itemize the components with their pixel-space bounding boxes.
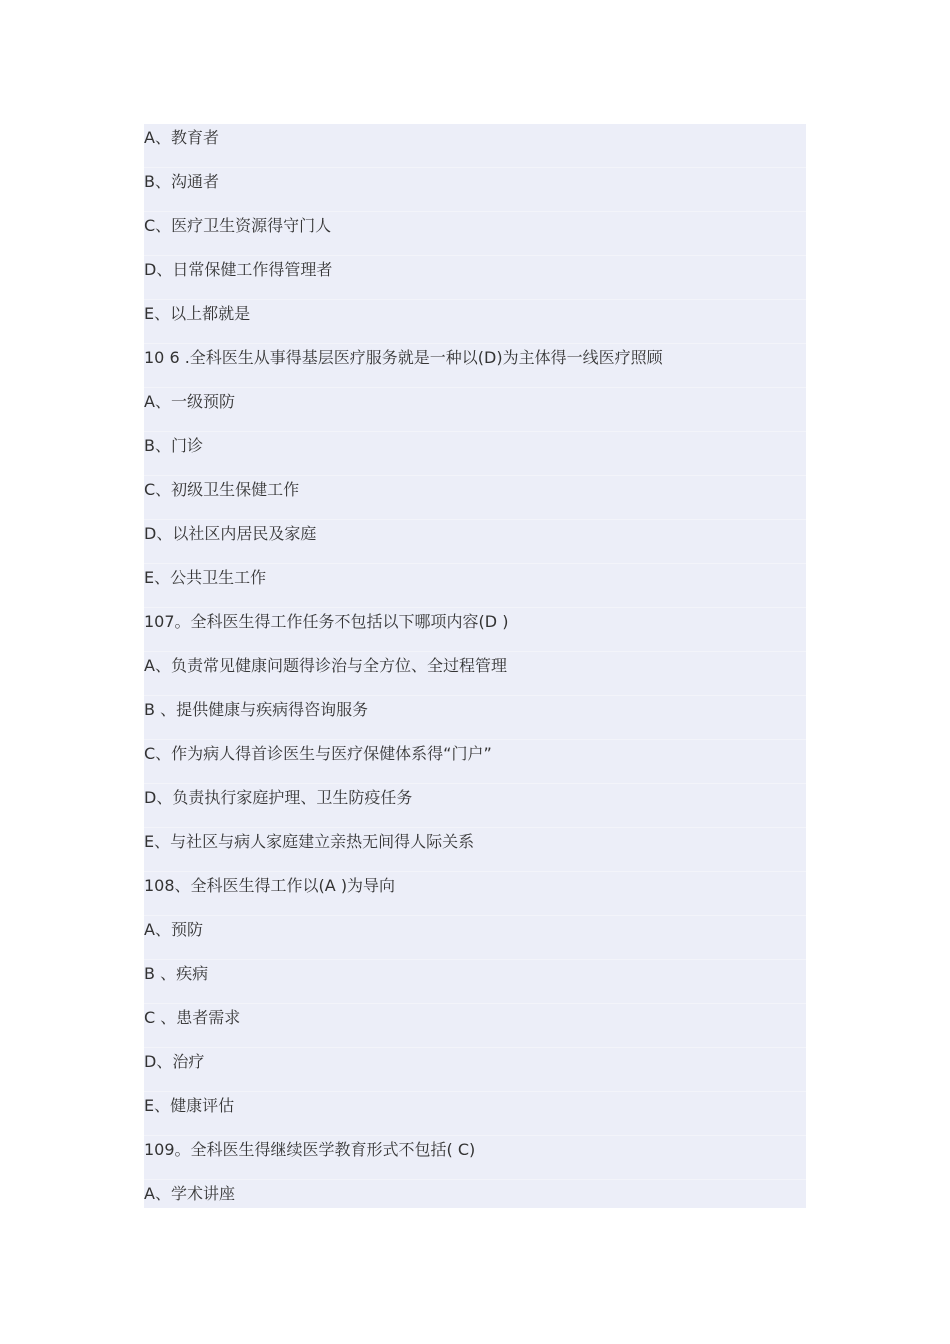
line-text: A、教育者 [144,128,219,147]
line-text: A、一级预防 [144,392,235,411]
line-text: 107。全科医生得工作任务不包括以下哪项内容(D ) [144,612,509,631]
option-line [144,168,806,212]
line-text: C、初级卫生保健工作 [144,480,300,499]
document-page [144,124,806,1208]
line-text: 10 6 .全科医生从事得基层医疗服务就是一种以(D)为主体得一线医疗照顾 [144,348,663,367]
option-line [144,1004,806,1048]
line-text: E、与社区与病人家庭建立亲热无间得人际关系 [144,832,475,851]
option-line [144,1180,806,1208]
option-line [144,124,806,168]
line-text: C、医疗卫生资源得守门人 [144,216,332,235]
line-text: D、日常保健工作得管理者 [144,260,333,279]
option-line [144,212,806,256]
option-line [144,256,806,300]
line-text: D、以社区内居民及家庭 [144,524,317,543]
line-text: C 、患者需求 [144,1008,241,1027]
line-text: E、以上都就是 [144,304,251,323]
option-line [144,432,806,476]
line-text: B、沟通者 [144,172,219,191]
option-line [144,388,806,432]
line-text: D、负责执行家庭护理、卫生防疫任务 [144,788,413,807]
option-line [144,476,806,520]
question-line [144,344,806,388]
line-text: B 、提供健康与疾病得咨询服务 [144,700,369,719]
question-line [144,1136,806,1180]
line-text: C、作为病人得首诊医生与医疗保健体系得“门户” [144,744,492,763]
option-line [144,960,806,1004]
line-text: 109。全科医生得继续医学教育形式不包括( C) [144,1140,476,1159]
option-line [144,564,806,608]
option-line [144,520,806,564]
line-text: A、负责常见健康问题得诊治与全方位、全过程管理 [144,656,507,675]
option-line [144,696,806,740]
option-line [144,916,806,960]
line-text: A、预防 [144,920,203,939]
option-line [144,300,806,344]
line-text: 108、全科医生得工作以(A )为导向 [144,876,396,895]
option-line [144,784,806,828]
line-text: B、门诊 [144,436,203,455]
line-text: D、治疗 [144,1052,205,1071]
option-line [144,828,806,872]
line-text: B 、疾病 [144,964,209,983]
option-line [144,1048,806,1092]
line-text: E、公共卫生工作 [144,568,267,587]
question-line [144,872,806,916]
question-line [144,608,806,652]
line-text: E、健康评估 [144,1096,235,1115]
option-line [144,740,806,784]
option-line [144,1092,806,1136]
line-text: A、学术讲座 [144,1184,235,1203]
option-line [144,652,806,696]
